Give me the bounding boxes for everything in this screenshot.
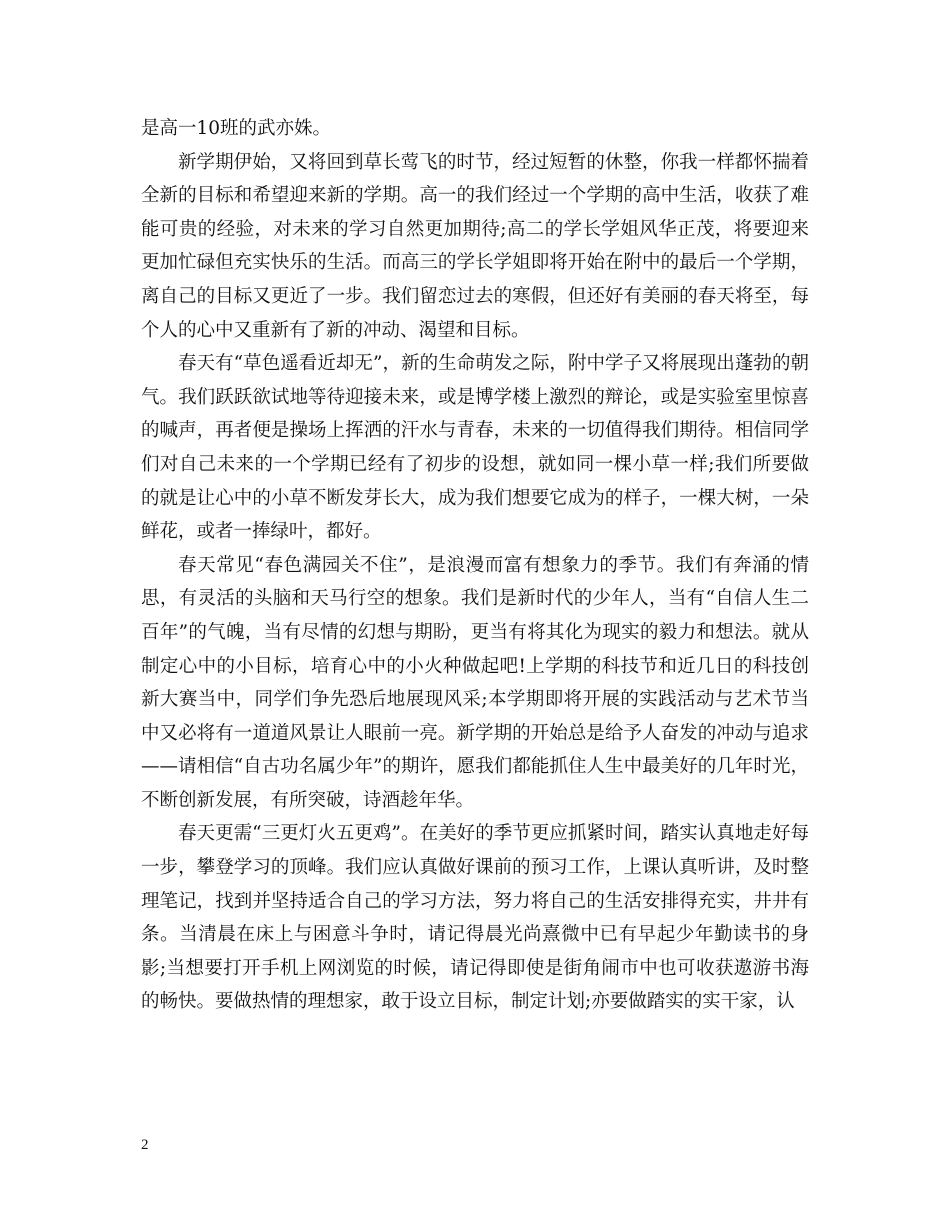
paragraph-spring-grass: 春天有“草色遥看近却无”，新的生命萌发之际，附中学子又将展现出蓬勃的朝气。我们跃跃欲试地等待迎接未来，或是博学楼上激烈的辩论，或是实验室里惊喜的喊声，再者便是操场上挥洒的汗水与青春，未来的一切值得我们期待。相信同学们对自己未来的一个学期已经有了初步的设想，就如同一棵小草一样;我们所要做的就是让心中的小草不断发芽长大，成为我们想要它成为的样子，一棵大树，一朵鲜花，或者一捧绿叶，都好。 [141,353,809,543]
page-number: 2 [141,1137,149,1153]
paragraph-spring-diligence: 春天更需“三更灯火五更鸡”。在美好的季节更应抓紧时间，踏实认真地走好每一步，攀登学习的顶峰。我们应认真做好课前的预习工作，上课认真听讲，及时整理笔记，找到并坚持适合自己的学习方法，努力将自己的生活安排得充实，井井有条。当清晨在床上与困意斗争时，请记得晨光尚熹微中已有早起少年勤读书的身影;当想要打开手机上网浏览的时候，请记得即使是街角闹市中也可收获遨游书海的畅快。要做热情的理想家，敢于设立目标，制定计划;亦要做踏实的实干家，认 [141,823,809,1013]
body-text [141,112,809,1019]
paragraph-spring-garden: 春天常见“春色满园关不住”，是浪漫而富有想象力的季节。我们有奔涌的情思，有灵活的头脑和天马行空的想象。我们是新时代的少年人，当有“自信人生二百年”的气魄，当有尽情的幻想与期盼，更当有将其化为现实的毅力和想法。就从制定心中的小目标，培育心中的小火种做起吧!上学期的科技节和近几日的科技创新大赛当中，同学们争先恐后地展现风采;本学期即将开展的实践活动与艺术节当中又必将有一道道风景让人眼前一亮。新学期的开始总是给予人奋发的冲动与追求——请相信“自古功名属少年”的期许，愿我们都能抓住人生中最美好的几年时光，不断创新发展，有所突破，诗酒趁年华。 [141,554,809,811]
paragraph-continuation: 是高一10班的武亦姝。 [141,118,332,139]
paragraph-new-semester: 新学期伊始，又将回到草长莺飞的时节，经过短暂的休整，你我一样都怀揣着全新的目标和希望迎来新的学期。高一的我们经过一个学期的高中生活，收获了难能可贵的经验，对未来的学习自然更加期待;高二的学长学姐风华正茂，将要迎来更加忙碌但充实快乐的生活。而高三的学长学姐即将开始在附中的最后一个学期，离自己的目标又更近了一步。我们留恋过去的寒假，但还好有美丽的春天将至，每个人的心中又重新有了新的冲动、渴望和目标。 [141,151,809,341]
